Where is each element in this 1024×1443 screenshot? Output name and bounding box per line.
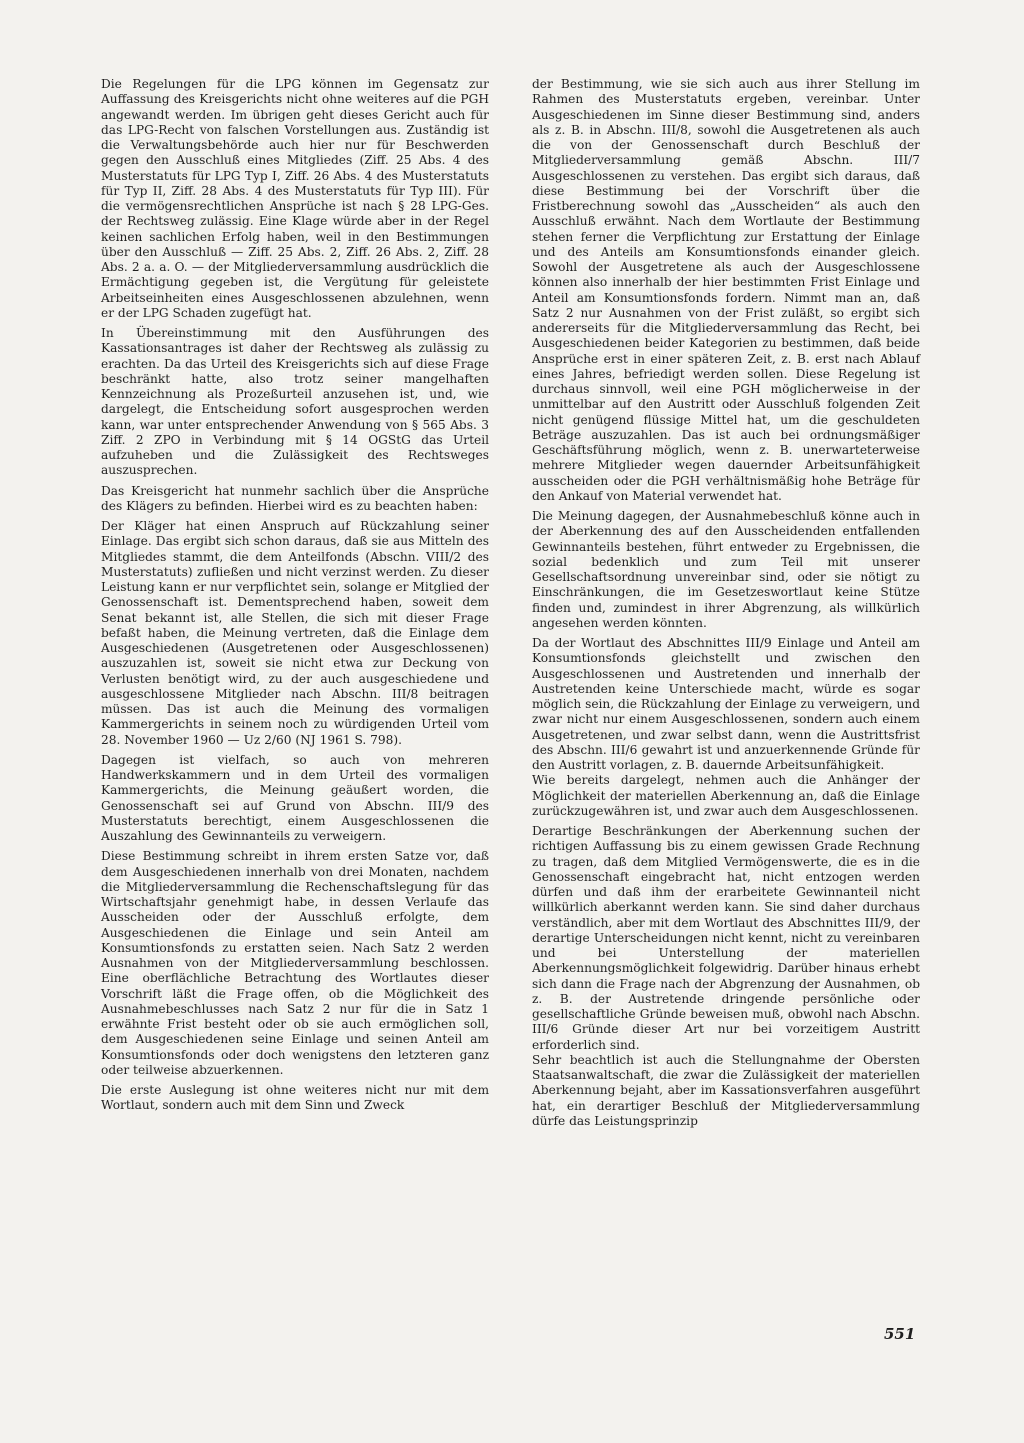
paragraph: Die Meinung dagegen, der Ausnahmebeschluß könne auch in der Aberkennung des auf den Ausscheidenden entfallenden Gewinnanteils bestehen, führt entweder zu Ergebnissen, die sozial bedenklich und zum Teil mit unserer Gesellschaftsordnung unvereinbar sind, oder sie nötigt zu Einschränkungen, die im Gesetzeswortlaut keine Stütze finden und, zumindest in ihrer Abgrenzung, als willkürlich angesehen werden könnten.: [532, 509, 920, 630]
paragraph: Das Kreisgericht hat nunmehr sachlich über die Ansprüche des Klägers zu befinden. Hierbei wird es zu beachten haben:: [101, 483, 489, 513]
paragraph: Sehr beachtlich ist auch die Stellungnahme der Obersten Staatsanwaltschaft, die zwar die Zulässigkeit der materiellen Aberkennung bejaht, aber im Kassationsverfahren ausgeführt hat, ein derartiger Beschluß der Mitgliederversammlung dürfe das Leistungsprinzip: [532, 1052, 920, 1128]
paragraph: Diese Bestimmung schreibt in ihrem ersten Satze vor, daß dem Ausgeschiedenen innerhalb von drei Monaten, nachdem die Mitgliederversammlung die Rechenschaftslegung für das Wirtschaftsjahr genehmigt habe, in dessen Verlaufe das Ausscheiden oder der Ausschluß erfolgte, dem Ausgeschiedenen die Einlage und sein Anteil am Konsumtionsfonds zu erstatten seien. Nach Satz 2 werden Ausnahmen von der Mitgliederversammlung beschlossen. Eine oberflächliche Betrachtung des Wortlautes dieser Vorschrift läßt die Frage offen, ob die Möglichkeit des Ausnahmebeschlusses nach Satz 2 nur für die in Satz 1 erwähnte Frist besteht oder ob sie auch ermöglichen soll, dem Ausgeschiedenen seine Einlage und seinen Anteil am Konsumtionsfonds oder doch wenigstens den letzteren ganz oder teilweise abzuerkennen.: [101, 849, 489, 1077]
paragraph: der Bestimmung, wie sie sich auch aus ihrer Stellung im Rahmen des Musterstatuts ergeben, vereinbar. Unter Ausgeschiedenen im Sinne dieser Bestimmung sind, anders als z. B. in Abschn. III/8, sowohl die Ausgetretenen als auch die von der Genossenschaft durch Beschluß der Mitgliederversammlung gemäß Abschn. III/7 Ausgeschlossenen zu verstehen. Das ergibt sich daraus, daß diese Bestimmung bei der Vorschrift über die Fristberechnung sowohl das „Ausscheiden“ als auch den Ausschluß erwähnt. Nach dem Wortlaute der Bestimmung stehen ferner die Verpflichtung zur Erstattung der Einlage und des Anteils am Konsumtionsfonds einander gleich. Sowohl der Ausgetretene als auch der Ausgeschlossene können also innerhalb der hier bestimmten Frist Einlage und Anteil am Konsumtionsfonds fordern. Nimmt man an, daß Satz 2 nur Ausnahmen von der Frist zuläßt, so ergibt sich andererseits für die Mitgliederversammlung das Recht, bei Ausgeschiedenen beider Kategorien zu bestimmen, daß beide Ansprüche erst in einer späteren Zeit, z. B. erst nach Ablauf eines Jahres, befriedigt werden sollen. Diese Regelung ist durchaus sinnvoll, weil eine PGH möglicherweise in der unmittelbar auf den Austritt oder Ausschluß folgenden Zeit nicht genügend flüssige Mittel hat, um die geschuldeten Beträge auszuzahlen. Das ist auch bei ordnungsmäßiger Geschäftsführung möglich, wenn z. B. unerwarteterweise mehrere Mitglieder wegen dauernder Arbeitsunfähigkeit ausscheiden oder die PGH verhältnismäßig hohe Beträge für den Ankauf von Material verwendet hat.: [532, 77, 920, 503]
paragraph: Derartige Beschränkungen der Aberkennung suchen der richtigen Auffassung bis zu einem gewissen Grade Rechnung zu tragen, daß dem Mitglied Vermögenswerte, die es in die Genossenschaft eingebracht hat, nicht entzogen werden dürfen und daß ihm der erarbeitete Gewinnanteil nicht willkürlich aberkannt werden kann. Sie sind daher durchaus verständlich, aber mit dem Wortlaut des Abschnittes III/9, der derartige Unterscheidungen nicht kennt, nicht zu vereinbaren und bei Unterstellung der materiellen Aberkennungsmöglichkeit folgewidrig. Darüber hinaus erhebt sich dann die Frage nach der Abgrenzung der Ausnahmen, ob z. B. der Austretende dringende persönliche oder gesellschaftliche Gründe beweisen muß, obwohl nach Abschn. III/6 Gründe dieser Art nur bei vorzeitigem Austritt erforderlich sind.: [532, 824, 920, 1052]
right-column: [532, 77, 920, 1129]
paragraph: Die erste Auslegung ist ohne weiteres nicht nur mit dem Wortlaut, sondern auch mit dem Sinn und Zweck: [101, 1083, 489, 1113]
paragraph: In Übereinstimmung mit den Ausführungen des Kassationsantrages ist daher der Rechtsweg als zulässig zu erachten. Da das Urteil des Kreisgerichts sich auf diese Frage beschränkt hatte, also trotz seiner mangelhaften Kennzeichnung als Prozeßurteil anzusehen ist, und, wie dargelegt, die Entscheidung sofort ausgesprochen werden kann, war unter entsprechender Anwendung von § 565 Abs. 3 Ziff. 2 ZPO in Verbindung mit § 14 OGStG das Urteil aufzuheben und die Zulässigkeit des Rechtsweges auszusprechen.: [101, 326, 489, 478]
page-number: 551: [884, 1325, 916, 1343]
paragraph: Dagegen ist vielfach, so auch von mehreren Handwerkskammern und in dem Urteil des vormaligen Kammergerichts, die Meinung geäußert worden, die Genossenschaft sei auf Grund von Abschn. III/9 des Musterstatuts berechtigt, einem Ausgeschlossenen die Auszahlung des Gewinnanteils zu verweigern.: [101, 752, 489, 843]
paragraph: Der Kläger hat einen Anspruch auf Rückzahlung seiner Einlage. Das ergibt sich schon daraus, daß sie aus Mitteln des Mitgliedes stammt, die dem Anteilfonds (Abschn. VIII/2 des Musterstatuts) zufließen und nicht verzinst werden. Zu dieser Leistung kann er nur verpflichtet sein, solange er Mitglied der Genossenschaft ist. Dementsprechend haben, soweit dem Senat bekannt ist, alle Stellen, die sich mit dieser Frage befaßt haben, die Meinung vertreten, daß die Einlage dem Ausgeschiedenen (Ausgetretenen oder Ausgeschlossenen) auszuzahlen ist, soweit sie nicht etwa zur Deckung von Verlusten benötigt wird, zu der auch ausgeschiedene und ausgeschlossene Mitglieder nach Abschn. III/8 beitragen müssen. Das ist auch die Meinung des vormaligen Kammergerichts in seinem noch zu würdigenden Urteil vom 28. November 1960 — Uz 2/60 (NJ 1961 S. 798).: [101, 519, 489, 747]
left-column: [101, 77, 489, 1114]
paragraph: Die Regelungen für die LPG können im Gegensatz zur Auffassung des Kreisgerichts nicht ohne weiteres auf die PGH angewandt werden. Im übrigen geht dieses Gericht auch für das LPG-Recht von falschen Vorstellungen aus. Zuständig ist die Verwaltungsbehörde auch hier nur für Beschwerden gegen den Ausschluß eines Mitgliedes (Ziff. 25 Abs. 4 des Musterstatuts für LPG Typ I, Ziff. 26 Abs. 4 des Musterstatuts für Typ II, Ziff. 28 Abs. 4 des Musterstatuts für Typ III). Für die vermögensrechtlichen Ansprüche ist nach § 28 LPG-Ges. der Rechtsweg zulässig. Eine Klage würde aber in der Regel keinen sachlichen Erfolg haben, weil in den Bestimmungen über den Ausschluß — Ziff. 25 Abs. 2, Ziff. 26 Abs. 2, Ziff. 28 Abs. 2 a. a. O. — der Mitgliederversammlung ausdrücklich die Ermächtigung gegeben ist, die Vergütung für geleistete Arbeitseinheiten eines Ausgeschlossenen abzulehnen, wenn er der LPG Schaden zugefügt hat.: [101, 77, 489, 320]
paragraph: Da der Wortlaut des Abschnittes III/9 Einlage und Anteil am Konsumtionsfonds gleichstellt und zwischen den Ausgeschlossenen und Austretenden und innerhalb der Austretenden keine Unterschiede macht, würde es sogar möglich sein, die Rückzahlung der Einlage zu verweigern, und zwar nicht nur einem Ausgeschlossenen, sondern auch einem Ausgetretenen, und zwar selbst dann, wenn die Austrittsfrist des Abschn. III/6 gewahrt ist und anzuerkennende Gründe für den Austritt vorlagen, z. B. dauernde Arbeitsunfähigkeit.: [532, 636, 920, 772]
paragraph: Wie bereits dargelegt, nehmen auch die Anhänger der Möglichkeit der materiellen Aberkennung an, daß die Einlage zurückzugewähren ist, und zwar auch dem Ausgeschlossenen.: [532, 773, 920, 818]
